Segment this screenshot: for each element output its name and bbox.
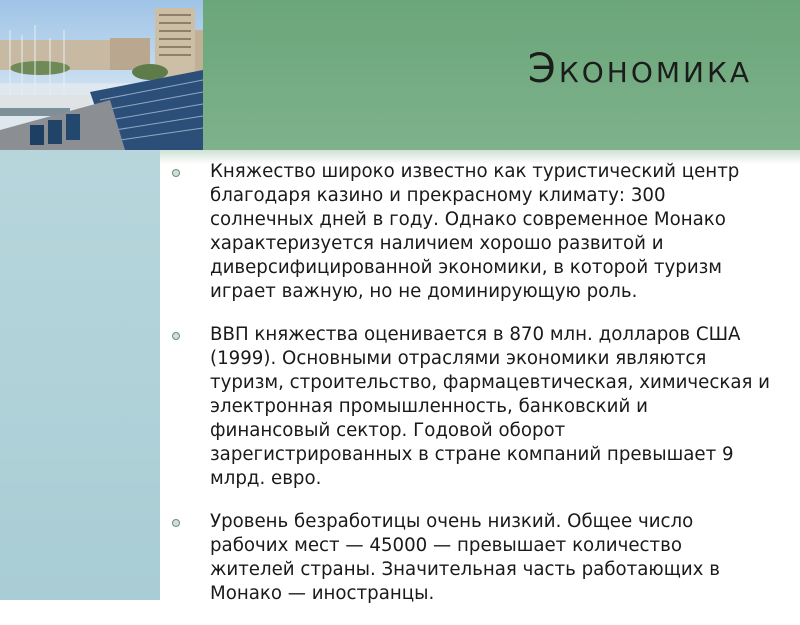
bullet-text: Уровень безработицы очень низкий. Общее число рабочих мест — 45000 — превышает количество жителей страны. Значительная часть работающих в Монако — иностранцы. (210, 511, 720, 604)
harbor-illustration (0, 0, 203, 150)
bullet-text: ВВП княжества оценивается в 870 млн. долларов США (1999). Основными отраслями экономики являются туризм, строительство, фармацевтическая, химическая и электронная промышленность, банковский и финансовый сектор. Годовой оборот зарегистрированных в стране компаний превышает 9 млрд. евро. (210, 324, 771, 489)
left-side-strip (0, 150, 160, 600)
bullet-item (172, 510, 772, 606)
bullet-marker-icon (172, 332, 180, 340)
bullet-item (172, 323, 772, 491)
bullet-marker-icon (172, 169, 180, 177)
slide-title: Экономика (527, 46, 752, 92)
bullet-text: Княжество широко известно как туристический центр благодаря казино и прекрасному климату: 300 солнечных дней в году. Однако современное Монако характеризуется наличием хорошо развитой и диверсифицированной экономики, в которой туризм играет важную, но не доминирующую роль. (210, 161, 740, 302)
monaco-harbor-photo (0, 0, 203, 150)
bullet-marker-icon (172, 519, 180, 527)
bullet-item (172, 160, 772, 304)
bullet-list (172, 160, 772, 625)
